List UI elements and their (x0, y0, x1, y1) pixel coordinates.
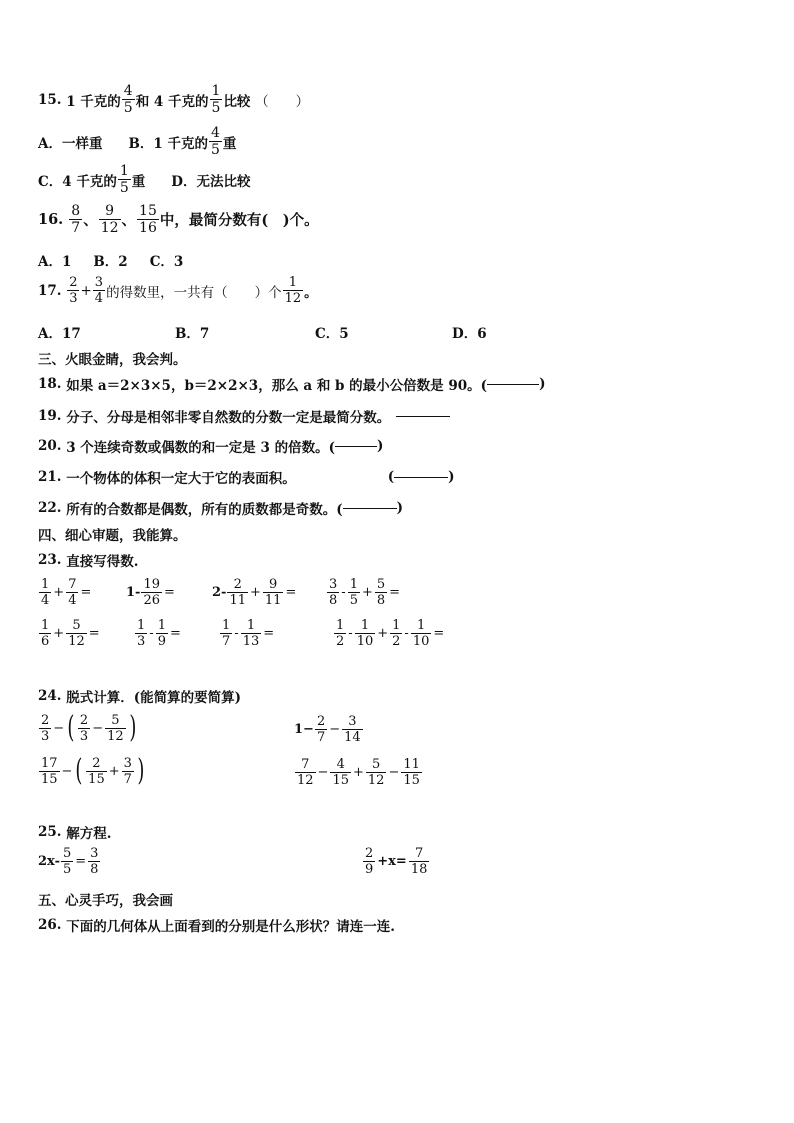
q15-text-a: 1 千克的 (66, 93, 121, 110)
question-19 (38, 406, 450, 426)
q16-separator: 、 (121, 212, 137, 229)
q16-fraction-1: $\frac{8}{7}$ (71, 203, 81, 236)
q15-number: 15. (38, 91, 62, 108)
q24-expr-1: $\frac{2}{3}$ − ( $\frac{2}{3}$ − $\frac{5}{12}$ ) (41, 710, 137, 745)
question-23-title (38, 550, 138, 570)
q18-text: 如果 a＝2×3×5，b＝2×2×3，那么 a 和 b 的最小公倍数是 90。( (66, 378, 488, 394)
q17-fraction-2: $\frac{3}{4}$ (94, 275, 104, 306)
q25-equation-1: 2x- $\frac{5}{5}$ = $\frac{3}{8}$ (38, 846, 99, 877)
q16-text: 中，最简分数有( )个。 (159, 212, 319, 229)
q16-option-a: A．1 (38, 254, 72, 270)
q22-answer-blank[interactable] (343, 508, 397, 509)
q24-expr-4: $\frac{7}{12}$ − $\frac{4}{15}$ + $\frac{5}{12}$ − $\frac{11}{15}$ (297, 757, 420, 788)
q20-answer-blank[interactable] (335, 446, 377, 447)
section-3-heading: 三、火眼金睛，我会判。 (38, 352, 187, 368)
q17-option-b: B．7 (175, 326, 210, 342)
q15-fraction-1: $\frac{4}{5}$ (123, 83, 133, 116)
q23-r1c1: $\frac{1}{4}$ + $\frac{7}{4}$ = (41, 577, 92, 608)
q24-title: 脱式计算．(能简算的要简算) (66, 690, 241, 706)
q18-answer-blank[interactable] (487, 384, 539, 385)
q17-fraction-3: $\frac{1}{12}$ (284, 275, 302, 306)
q25-title: 解方程. (66, 826, 112, 842)
q16-number: 16. (38, 211, 64, 228)
q15-option-c-fraction: $\frac{1}{5}$ (119, 163, 129, 196)
q20-number: 20. (38, 438, 62, 454)
q17-number: 17. (38, 282, 62, 299)
q17-option-d: D．6 (452, 326, 487, 342)
q21-number: 21. (38, 469, 62, 485)
q15-text-c: 比较 (223, 93, 251, 110)
q26-text: 下面的几何体从上面看到的分别是什么形状？请连一连. (66, 919, 395, 935)
q15-option-c: C．4 千克的 (38, 173, 117, 190)
question-17 (38, 276, 318, 305)
q16-fraction-3: $\frac{15}{16}$ (139, 203, 157, 236)
q19-number: 19. (38, 408, 62, 424)
q23-r2c3: $\frac{1}{7}$ - $\frac{1}{13}$ = (222, 618, 275, 649)
question-16 (38, 204, 319, 235)
q22-text: 所有的合数都是偶数，所有的质数都是奇数。( (66, 502, 343, 518)
q15-options-row-2 (38, 164, 250, 195)
question-25-title (38, 822, 111, 842)
q23-r1c2: 1- $\frac{19}{26}$ = (126, 577, 175, 608)
q16-separator: 、 (83, 212, 98, 229)
q23-number: 23. (38, 552, 62, 568)
q24-number: 24. (38, 688, 62, 704)
q19-answer-blank[interactable] (396, 416, 450, 417)
q23-r2c1: $\frac{1}{6}$ + $\frac{5}{12}$ = (41, 618, 100, 649)
q23-title: 直接写得数. (66, 554, 139, 570)
q15-text-b: 和 4 千克的 (135, 93, 209, 110)
q17-fraction-1: $\frac{2}{3}$ (69, 275, 78, 306)
section-4-heading: 四、细心审题，我能算。 (38, 528, 187, 544)
q15-option-c-tail: 重 (131, 173, 146, 190)
q15-fraction-2: $\frac{1}{5}$ (211, 83, 221, 116)
question-20: 20. 3 个连续奇数或偶数的和一定是 3 的倍数。( ) (38, 438, 384, 456)
q20-text: 3 个连续奇数或偶数的和一定是 3 的倍数。( (66, 440, 335, 456)
q15-answer-paren: （ ） (255, 93, 310, 110)
q17-plus: + (80, 282, 92, 299)
q15-option-a: A．一样重 (38, 135, 103, 152)
question-15 (38, 84, 309, 115)
q15-option-d: D．无法比较 (171, 173, 251, 190)
q15-option-b: B．1 千克的 (128, 135, 208, 152)
q25-number: 25. (38, 824, 62, 840)
q16-option-b: B．2 (93, 254, 128, 270)
q21-answer-blank[interactable] (394, 477, 448, 478)
q21-text: 一个物体的体积一定大于它的表面积。 (66, 471, 296, 487)
q25-equation-2: $\frac{2}{9}$ +x= $\frac{7}{18}$ (365, 846, 428, 877)
q17-options (38, 322, 518, 342)
q15-option-b-fraction: $\frac{4}{5}$ (211, 125, 220, 158)
q15-options-row-1 (38, 126, 236, 157)
question-21: 21. 一个物体的体积一定大于它的表面积。 ( ) (38, 469, 455, 487)
q17-option-c: C．5 (315, 326, 349, 342)
question-18: 18. 如果 a＝2×3×5，b＝2×2×3，那么 a 和 b 的最小公倍数是 90。( ) (38, 376, 546, 394)
q23-r1c3: 2- $\frac{2}{11}$ + $\frac{9}{11}$ = (212, 577, 297, 608)
q22-number: 22. (38, 500, 62, 516)
q18-number: 18. (38, 376, 62, 392)
q23-r1c4: $\frac{3}{8}$ - $\frac{1}{5}$ + $\frac{5}{8}$ = (329, 577, 401, 608)
q16-option-c: C．3 (149, 254, 184, 270)
question-26 (38, 915, 395, 935)
q17-end: 。 (304, 284, 318, 301)
q19-text: 分子、分母是相邻非零自然数的分数一定是最简分数。 (66, 410, 391, 426)
section-5-heading: 五、心灵手巧，我会画 (38, 893, 173, 909)
q17-text: 的得数里，一共有（ ）个 (106, 284, 282, 301)
q16-fraction-2: $\frac{9}{12}$ (100, 203, 119, 236)
q17-option-a: A．17 (38, 326, 81, 342)
q23-r2c4: $\frac{1}{2}$ - $\frac{1}{10}$ + $\frac{1}{2}$ - $\frac{1}{10}$ = (336, 618, 445, 649)
q23-r2c2: $\frac{1}{3}$ - $\frac{1}{9}$ = (137, 618, 181, 649)
q16-options (38, 250, 183, 270)
question-24-title (38, 686, 241, 706)
q26-number: 26. (38, 917, 62, 933)
q15-option-b-tail: 重 (222, 135, 237, 152)
q24-expr-3: $\frac{17}{15}$ − ( $\frac{2}{15}$ + $\frac{3}{7}$ ) (41, 753, 145, 788)
question-22: 22. 所有的合数都是偶数，所有的质数都是奇数。( ) (38, 500, 403, 518)
q24-expr-2: 1− $\frac{2}{7}$ − $\frac{3}{14}$ (294, 714, 361, 745)
